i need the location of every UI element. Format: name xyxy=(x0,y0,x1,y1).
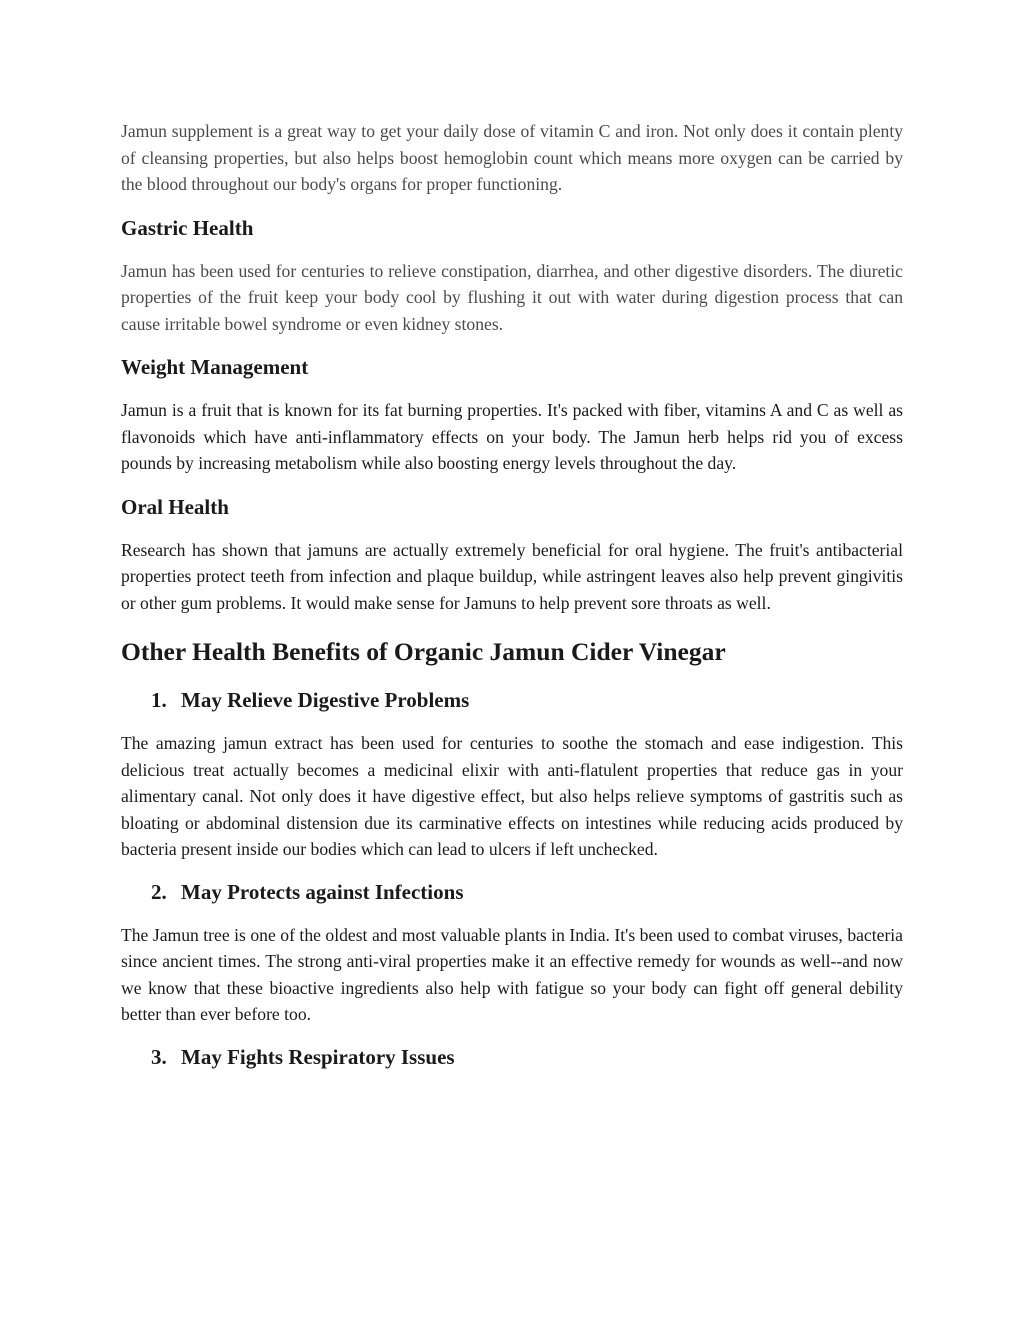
list-heading-label: May Relieve Digestive Problems xyxy=(181,688,470,712)
heading-weight-management: Weight Management xyxy=(121,355,309,379)
heading-oral-health: Oral Health xyxy=(121,494,229,519)
list-number: 1. xyxy=(151,688,167,712)
paragraph-oral-health: Research has shown that jamuns are actually extremely beneficial for oral hygiene. The fruit's antibacterial properties protect teeth from infection and plaque buildup, while astringent leaves also help prevent gingivitis or other gum problems. It would make sense for Jamuns to help prevent sore throats as well. xyxy=(121,539,903,613)
heading-gastric-health: Gastric Health xyxy=(121,215,254,240)
list-heading-label: May Protects against Infections xyxy=(181,879,464,904)
paragraph-weight-management: Jamun is a fruit that is known for its fat burning properties. It's packed with fiber, vitamins A and C as well as flavonoids which have anti-inflammatory effects on your body. The Jamun herb helps rid you of excess pounds by increasing metabolism while also boosting energy levels throughout the day. xyxy=(121,400,903,473)
list-heading-infections xyxy=(121,879,903,905)
heading-other-health-benefits: Other Health Benefits of Organic Jamun Cider Vinegar xyxy=(121,637,726,666)
list-heading-digestive-problems xyxy=(121,687,903,713)
paragraph-digestive-problems: The amazing jamun extract has been used for centuries to soothe the stomach and ease indigestion. This delicious treat actually becomes a medicinal elixir with anti-flatulent properties that reduce gas in your alimentary canal. Not only does it have digestive effect, but also helps relieve symptoms of gastritis such as bloating or abdominal distension due its carminative effects on intestines while reducing acids produced by bacteria present inside our bodies which can lead to ulcers if left unchecked. xyxy=(121,733,903,859)
intro-paragraph: Jamun supplement is a great way to get your daily dose of vitamin C and iron. Not only does it contain plenty of cleansing properties, but also helps boost hemoglobin count which means more oxygen can be carried by the blood throughout our body's organs for proper functioning. xyxy=(121,121,903,194)
list-heading-respiratory-issues xyxy=(121,1044,903,1070)
paragraph-gastric-health: Jamun has been used for centuries to relieve constipation, diarrhea, and other digestive disorders. The diuretic properties of the fruit keep your body cool by flushing it out with water during digestion process that can cause irritable bowel syndrome or even kidney stones. xyxy=(121,260,903,334)
list-heading-label: May Fights Respiratory Issues xyxy=(181,1044,455,1069)
list-number: 3. xyxy=(151,1044,167,1069)
paragraph-infections: The Jamun tree is one of the oldest and most valuable plants in India. It's been used to combat viruses, bacteria since ancient times. The strong anti-viral properties make it an effective remedy for wounds as well--and now we know that these bioactive ingredients also help with fatigue so your body can fight off general debility better than ever before too. xyxy=(121,924,903,1024)
list-number: 2. xyxy=(151,879,167,904)
document-page xyxy=(121,118,903,1070)
